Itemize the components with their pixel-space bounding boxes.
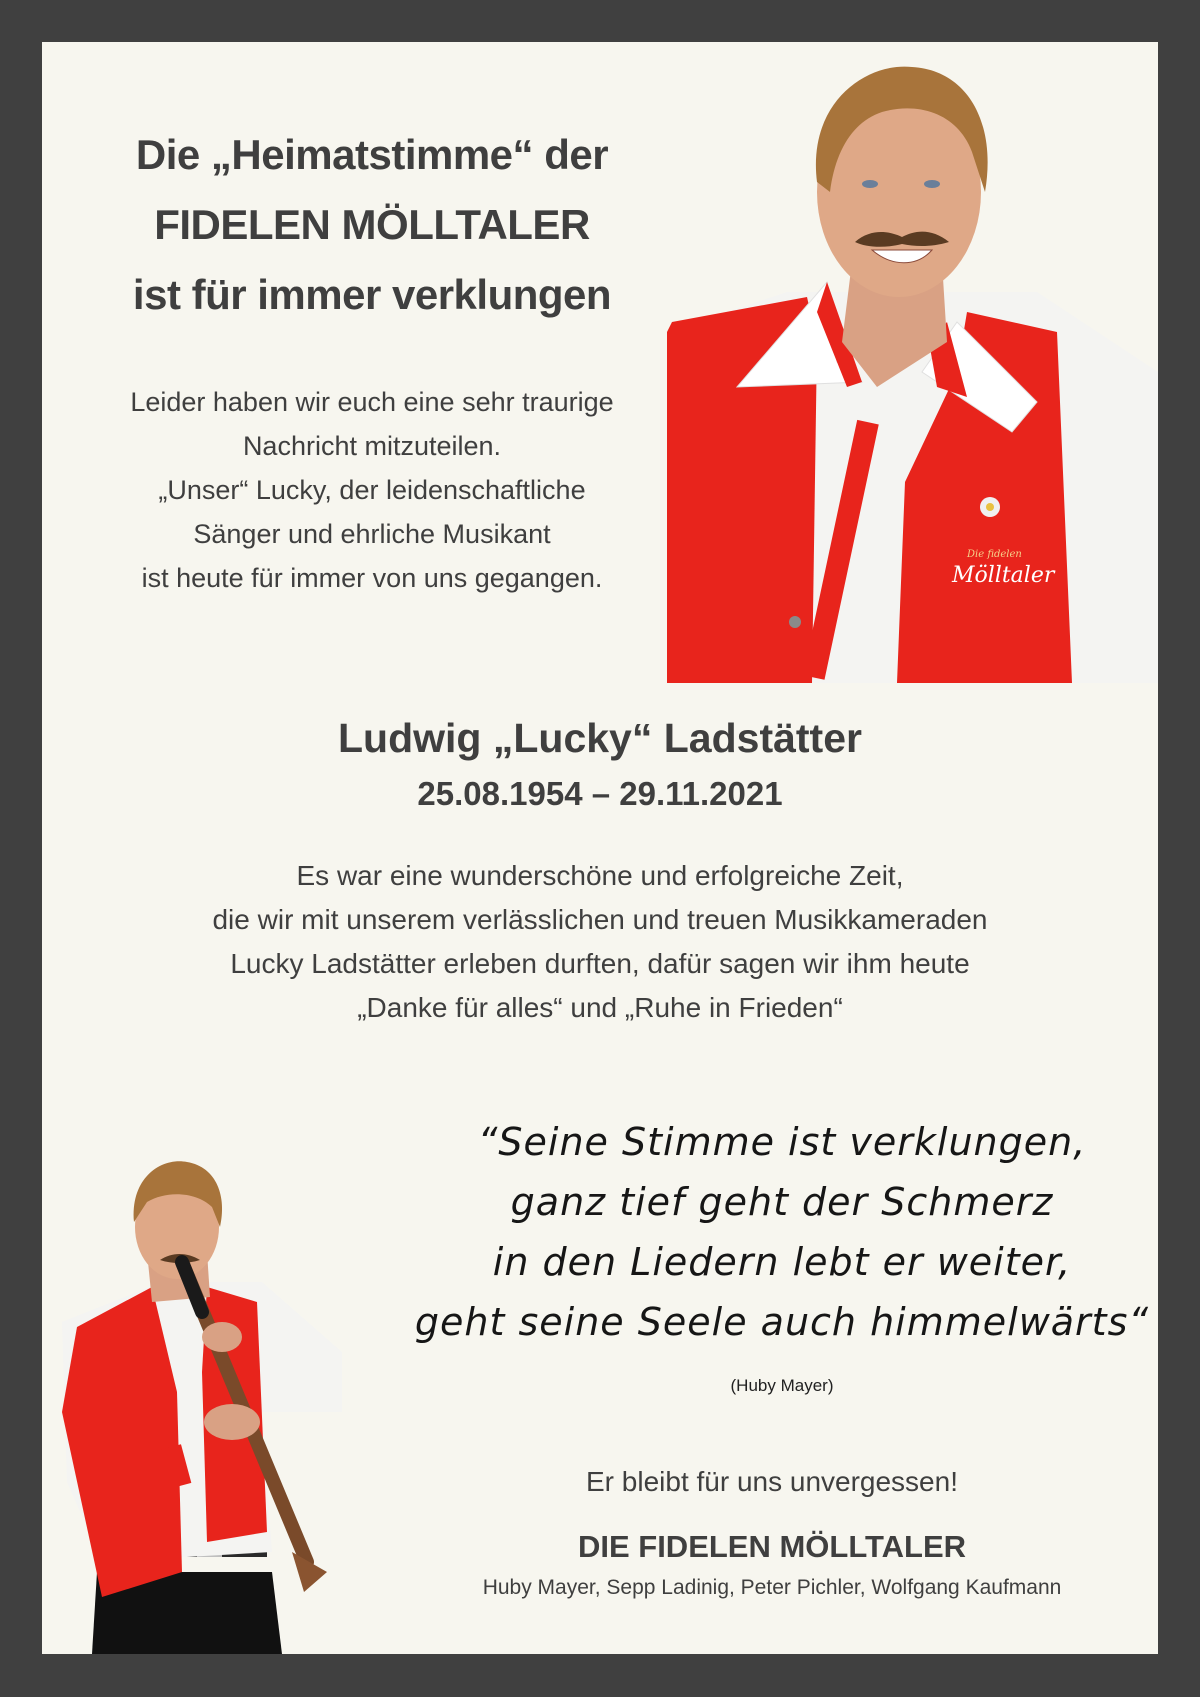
poem-line: “Seine Stimme ist verklungen, bbox=[477, 1120, 1087, 1164]
band-members: Huby Mayer, Sepp Ladinig, Peter Pichler, Wolfgang Kaufmann bbox=[482, 1576, 1062, 1599]
intro-line: „Unser“ Lucky, der leidenschaftliche bbox=[158, 475, 586, 505]
closing-text: Er bleibt für uns unvergessen! bbox=[586, 1466, 958, 1497]
svg-text:Mölltaler: Mölltaler bbox=[952, 563, 1055, 588]
tribute-line: „Danke für alles“ und „Ruhe in Frieden“ bbox=[357, 992, 843, 1023]
clarinet-photo bbox=[42, 1152, 382, 1654]
headline-line: Die „Heimatstimme“ der bbox=[135, 131, 609, 178]
portrait-photo bbox=[667, 42, 1158, 683]
tribute-text bbox=[42, 854, 1158, 1030]
intro-line: ist heute für immer von uns gegangen. bbox=[141, 563, 603, 593]
intro-line: Leider haben wir euch eine sehr traurige bbox=[130, 387, 614, 417]
poem bbox=[402, 1112, 1158, 1352]
memorial-page bbox=[42, 42, 1158, 1654]
portrait-image bbox=[667, 42, 1158, 683]
deceased-name: Ludwig „Lucky“ Ladstätter bbox=[338, 715, 862, 761]
life-dates: 25.08.1954 – 29.11.2021 bbox=[417, 775, 783, 812]
tribute-line: die wir mit unserem verlässlichen und treuen Musikkameraden bbox=[212, 904, 988, 935]
intro-line: Nachricht mitzuteilen. bbox=[242, 431, 502, 461]
intro-text bbox=[62, 380, 682, 600]
band-name: DIE FIDELEN MÖLLTALER bbox=[577, 1529, 967, 1564]
tribute-line: Es war eine wunderschöne und erfolgreiche Zeit, bbox=[296, 860, 904, 891]
tribute-line: Lucky Ladstätter erleben durften, dafür sagen wir ihm heute bbox=[230, 948, 970, 979]
svg-text:Die fidelen: Die fidelen bbox=[967, 549, 1022, 560]
poem-line: in den Liedern lebt er weiter, bbox=[492, 1240, 1072, 1284]
headline bbox=[62, 120, 682, 330]
intro-line: Sänger und ehrliche Musikant bbox=[193, 519, 551, 549]
headline-line: FIDELEN MÖLLTALER bbox=[154, 201, 590, 248]
clarinet-image bbox=[42, 1152, 382, 1654]
poem-line: geht seine Seele auch himmelwärts“ bbox=[414, 1300, 1150, 1344]
poem-author: (Huby Mayer) bbox=[730, 1376, 834, 1395]
poem-line: ganz tief geht der Schmerz bbox=[510, 1180, 1054, 1224]
headline-line: ist für immer verklungen bbox=[132, 271, 612, 318]
